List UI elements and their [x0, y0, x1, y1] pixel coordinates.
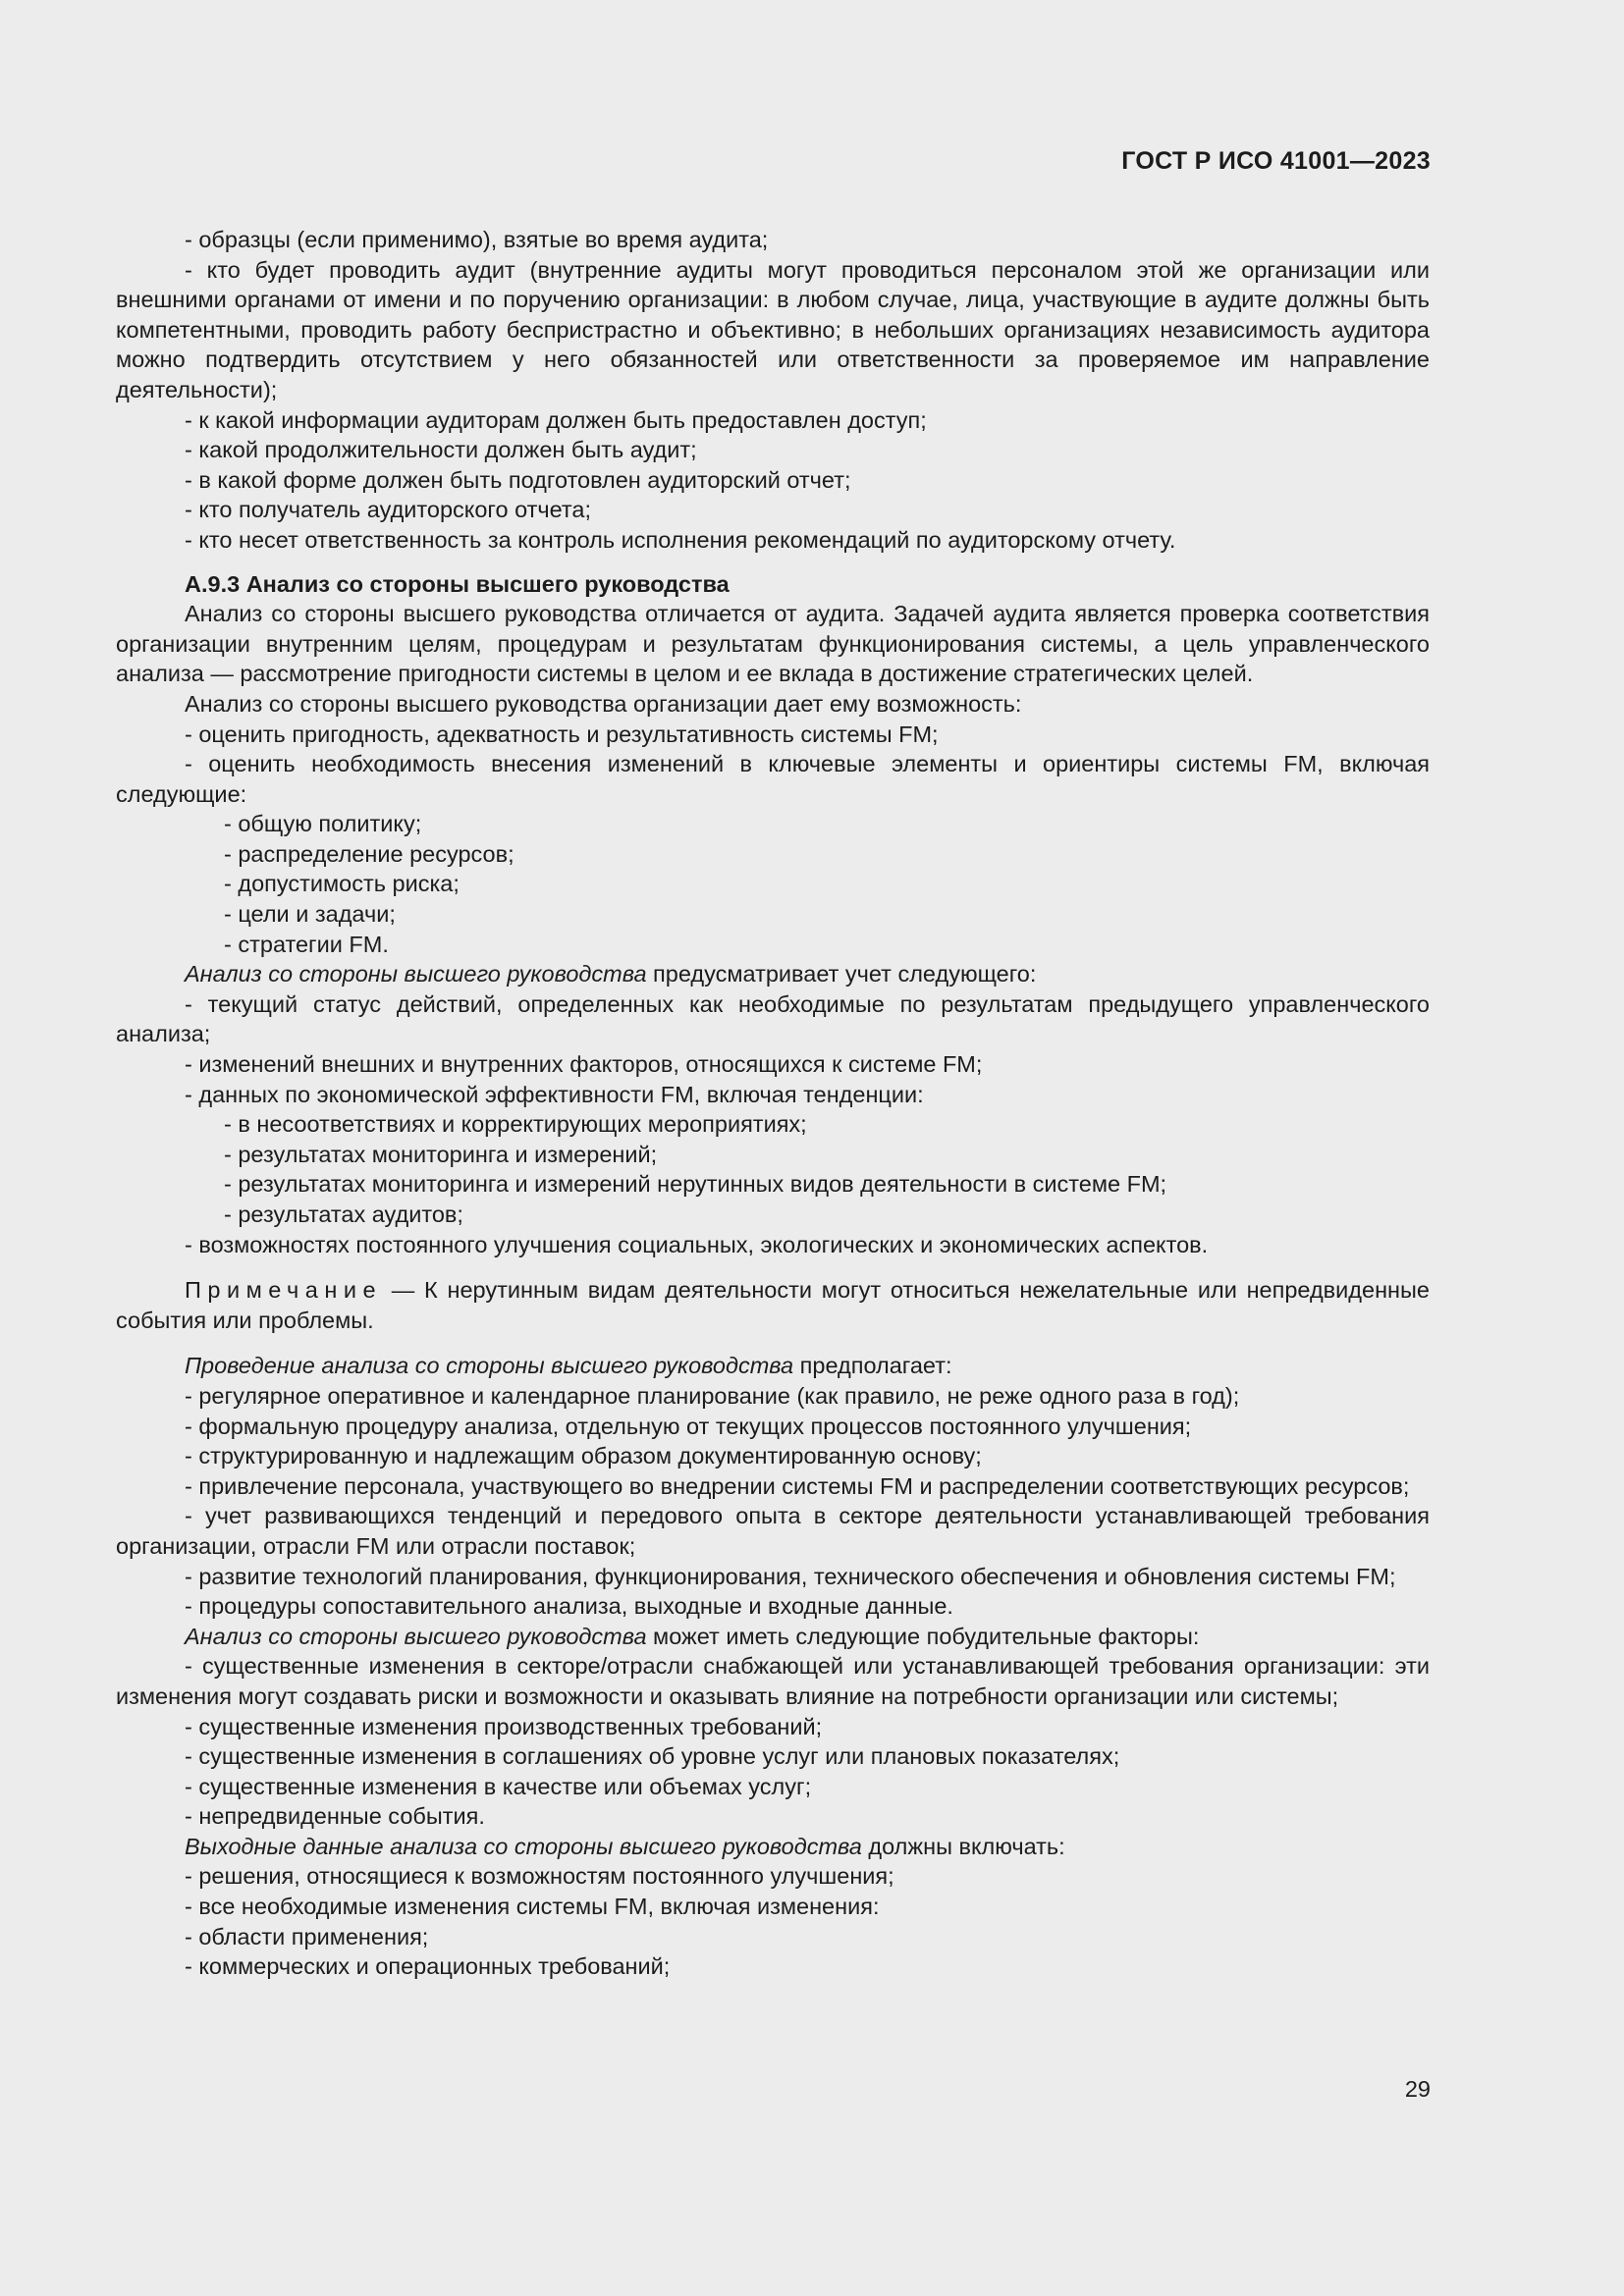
italic-term: Анализ со стороны высшего руководства	[185, 961, 647, 988]
paragraph: Анализ со стороны высшего руководства организации дает ему возможность:	[185, 690, 1022, 717]
list-item: - в какой форме должен быть подготовлен аудиторский отчет;	[185, 466, 851, 493]
note-label: Примечание	[185, 1277, 383, 1304]
list-item: - области применения;	[185, 1923, 429, 1949]
paragraph-text: предусматривает учет следующего:	[646, 961, 1037, 988]
list-item: - формальную процедуру анализа, отдельную от текущих процессов постоянного улучшения;	[185, 1413, 1192, 1439]
list-item: - изменений внешних и внутренних факторов, относящихся к системе FM;	[185, 1051, 983, 1078]
list-item: - решения, относящиеся к возможностям постоянного улучшения;	[185, 1863, 894, 1890]
list-item: - к какой информации аудиторам должен быть предоставлен доступ;	[185, 406, 927, 433]
paragraph	[116, 959, 1430, 989]
sub-list-item: - результатах мониторинга и измерений нерутинных видов деятельности в системе FM;	[224, 1171, 1167, 1198]
sub-list-item: - допустимость риска;	[224, 871, 460, 897]
sub-list-item: - распределение ресурсов;	[224, 840, 514, 867]
sub-list-item: - стратегии FM.	[224, 931, 389, 957]
list-item: - все необходимые изменения системы FM, включая изменения:	[185, 1894, 880, 1920]
list-item: - существенные изменения в качестве или объемах услуг;	[185, 1773, 812, 1799]
paragraph-text: должны включать:	[861, 1833, 1065, 1859]
list-item: - оценить пригодность, адекватность и результативность системы FM;	[185, 721, 939, 747]
paragraph-text: может иметь следующие побудительные факторы:	[646, 1623, 1200, 1649]
list-item: - существенные изменения в соглашениях об уровне услуг или плановых показателях;	[185, 1743, 1120, 1770]
list-item: - регулярное оперативное и календарное планирование (как правило, не реже одного раза в год);	[185, 1382, 1240, 1409]
sub-list-item: - цели и задачи;	[224, 901, 396, 928]
list-item: - развитие технологий планирования, функционирования, технического обеспечения и обновления системы FM;	[185, 1563, 1396, 1589]
list-item: - образцы (если применимо), взятые во время аудита;	[185, 227, 769, 252]
page-body	[116, 225, 1430, 1982]
paragraph-text: предполагает:	[793, 1353, 952, 1379]
page-number: 29	[1404, 2076, 1431, 2102]
list-item: - коммерческих и операционных требований;	[185, 1953, 671, 1980]
list-item: - учет развивающихся тенденций и передового опыта в секторе деятельности устанавливающей требования организации, отрасли FM или отрасли поставок;	[116, 1503, 1430, 1559]
paragraph	[116, 1832, 1430, 1862]
section-heading: А.9.3 Анализ со стороны высшего руководства	[185, 570, 730, 597]
list-item: - возможностях постоянного улучшения социальных, экологических и экономических аспектов.	[185, 1231, 1209, 1257]
list-item: - существенные изменения производственных требований;	[185, 1713, 823, 1739]
list-item: - структурированную и надлежащим образом документированную основу;	[185, 1443, 982, 1469]
paragraph: Анализ со стороны высшего руководства отличается от аудита. Задачей аудита является проверка соответствия организации внутренним целям, процедурам и результатам функционирования системы, а цель управленческого анализа — рассмотрение пригодности системы в целом и ее вклада в достижение стратегических целей.	[116, 601, 1430, 687]
list-item: - какой продолжительности должен быть аудит;	[185, 437, 697, 463]
note	[116, 1275, 1430, 1335]
sub-list-item: - общую политику;	[224, 811, 422, 837]
italic-term: Выходные данные анализа со стороны высшего руководства	[185, 1833, 862, 1859]
list-item: - кто несет ответственность за контроль исполнения рекомендаций по аудиторскому отчету.	[185, 526, 1176, 553]
list-item: - процедуры сопоставительного анализа, выходные и входные данные.	[185, 1593, 953, 1620]
list-item: - непредвиденные события.	[185, 1803, 485, 1830]
note-text: — К нерутинным видам деятельности могут относиться нежелательные или непредвиденные события или проблемы.	[116, 1277, 1430, 1333]
list-item: - привлечение персонала, участвующего во внедрении системы FM и распределении соответствующих ресурсов;	[185, 1472, 1410, 1499]
sub-list-item: - результатах аудитов;	[224, 1201, 463, 1227]
italic-term: Проведение анализа со стороны высшего руководства	[185, 1353, 794, 1379]
list-item: - существенные изменения в секторе/отрасли снабжающей или устанавливающей требования организации: эти изменения могут создавать риски и возможности и оказывать влияние на потребности организации или системы;	[116, 1653, 1430, 1709]
paragraph	[116, 1622, 1430, 1652]
list-item: - текущий статус действий, определенных как необходимые по результатам предыдущего управленческого анализа;	[116, 990, 1430, 1047]
list-item: - оценить необходимость внесения изменений в ключевые элементы и ориентиры системы FM, включая следующие:	[116, 751, 1430, 807]
paragraph	[116, 1351, 1430, 1381]
document-code-header: ГОСТ Р ИСО 41001—2023	[1121, 147, 1431, 175]
italic-term: Анализ со стороны высшего руководства	[185, 1623, 647, 1649]
sub-list-item: - в несоответствиях и корректирующих мероприятиях;	[224, 1111, 807, 1138]
list-item: - данных по экономической эффективности FM, включая тенденции:	[185, 1081, 924, 1107]
sub-list-item: - результатах мониторинга и измерений;	[224, 1141, 658, 1167]
list-item: - кто получатель аудиторского отчета;	[185, 497, 592, 523]
list-item: - кто будет проводить аудит (внутренние аудиты могут проводиться персоналом этой же организации или внешними органами от имени и по поручению организации: в любом случае, лица, участвующие в аудите должны быть компетентными, проводить работу беспристрастно и объективно; в небольших организациях независимость аудитора можно подтвердить отсутствием у него обязанностей или ответственности за проверяемое им направление деятельности);	[116, 256, 1430, 402]
